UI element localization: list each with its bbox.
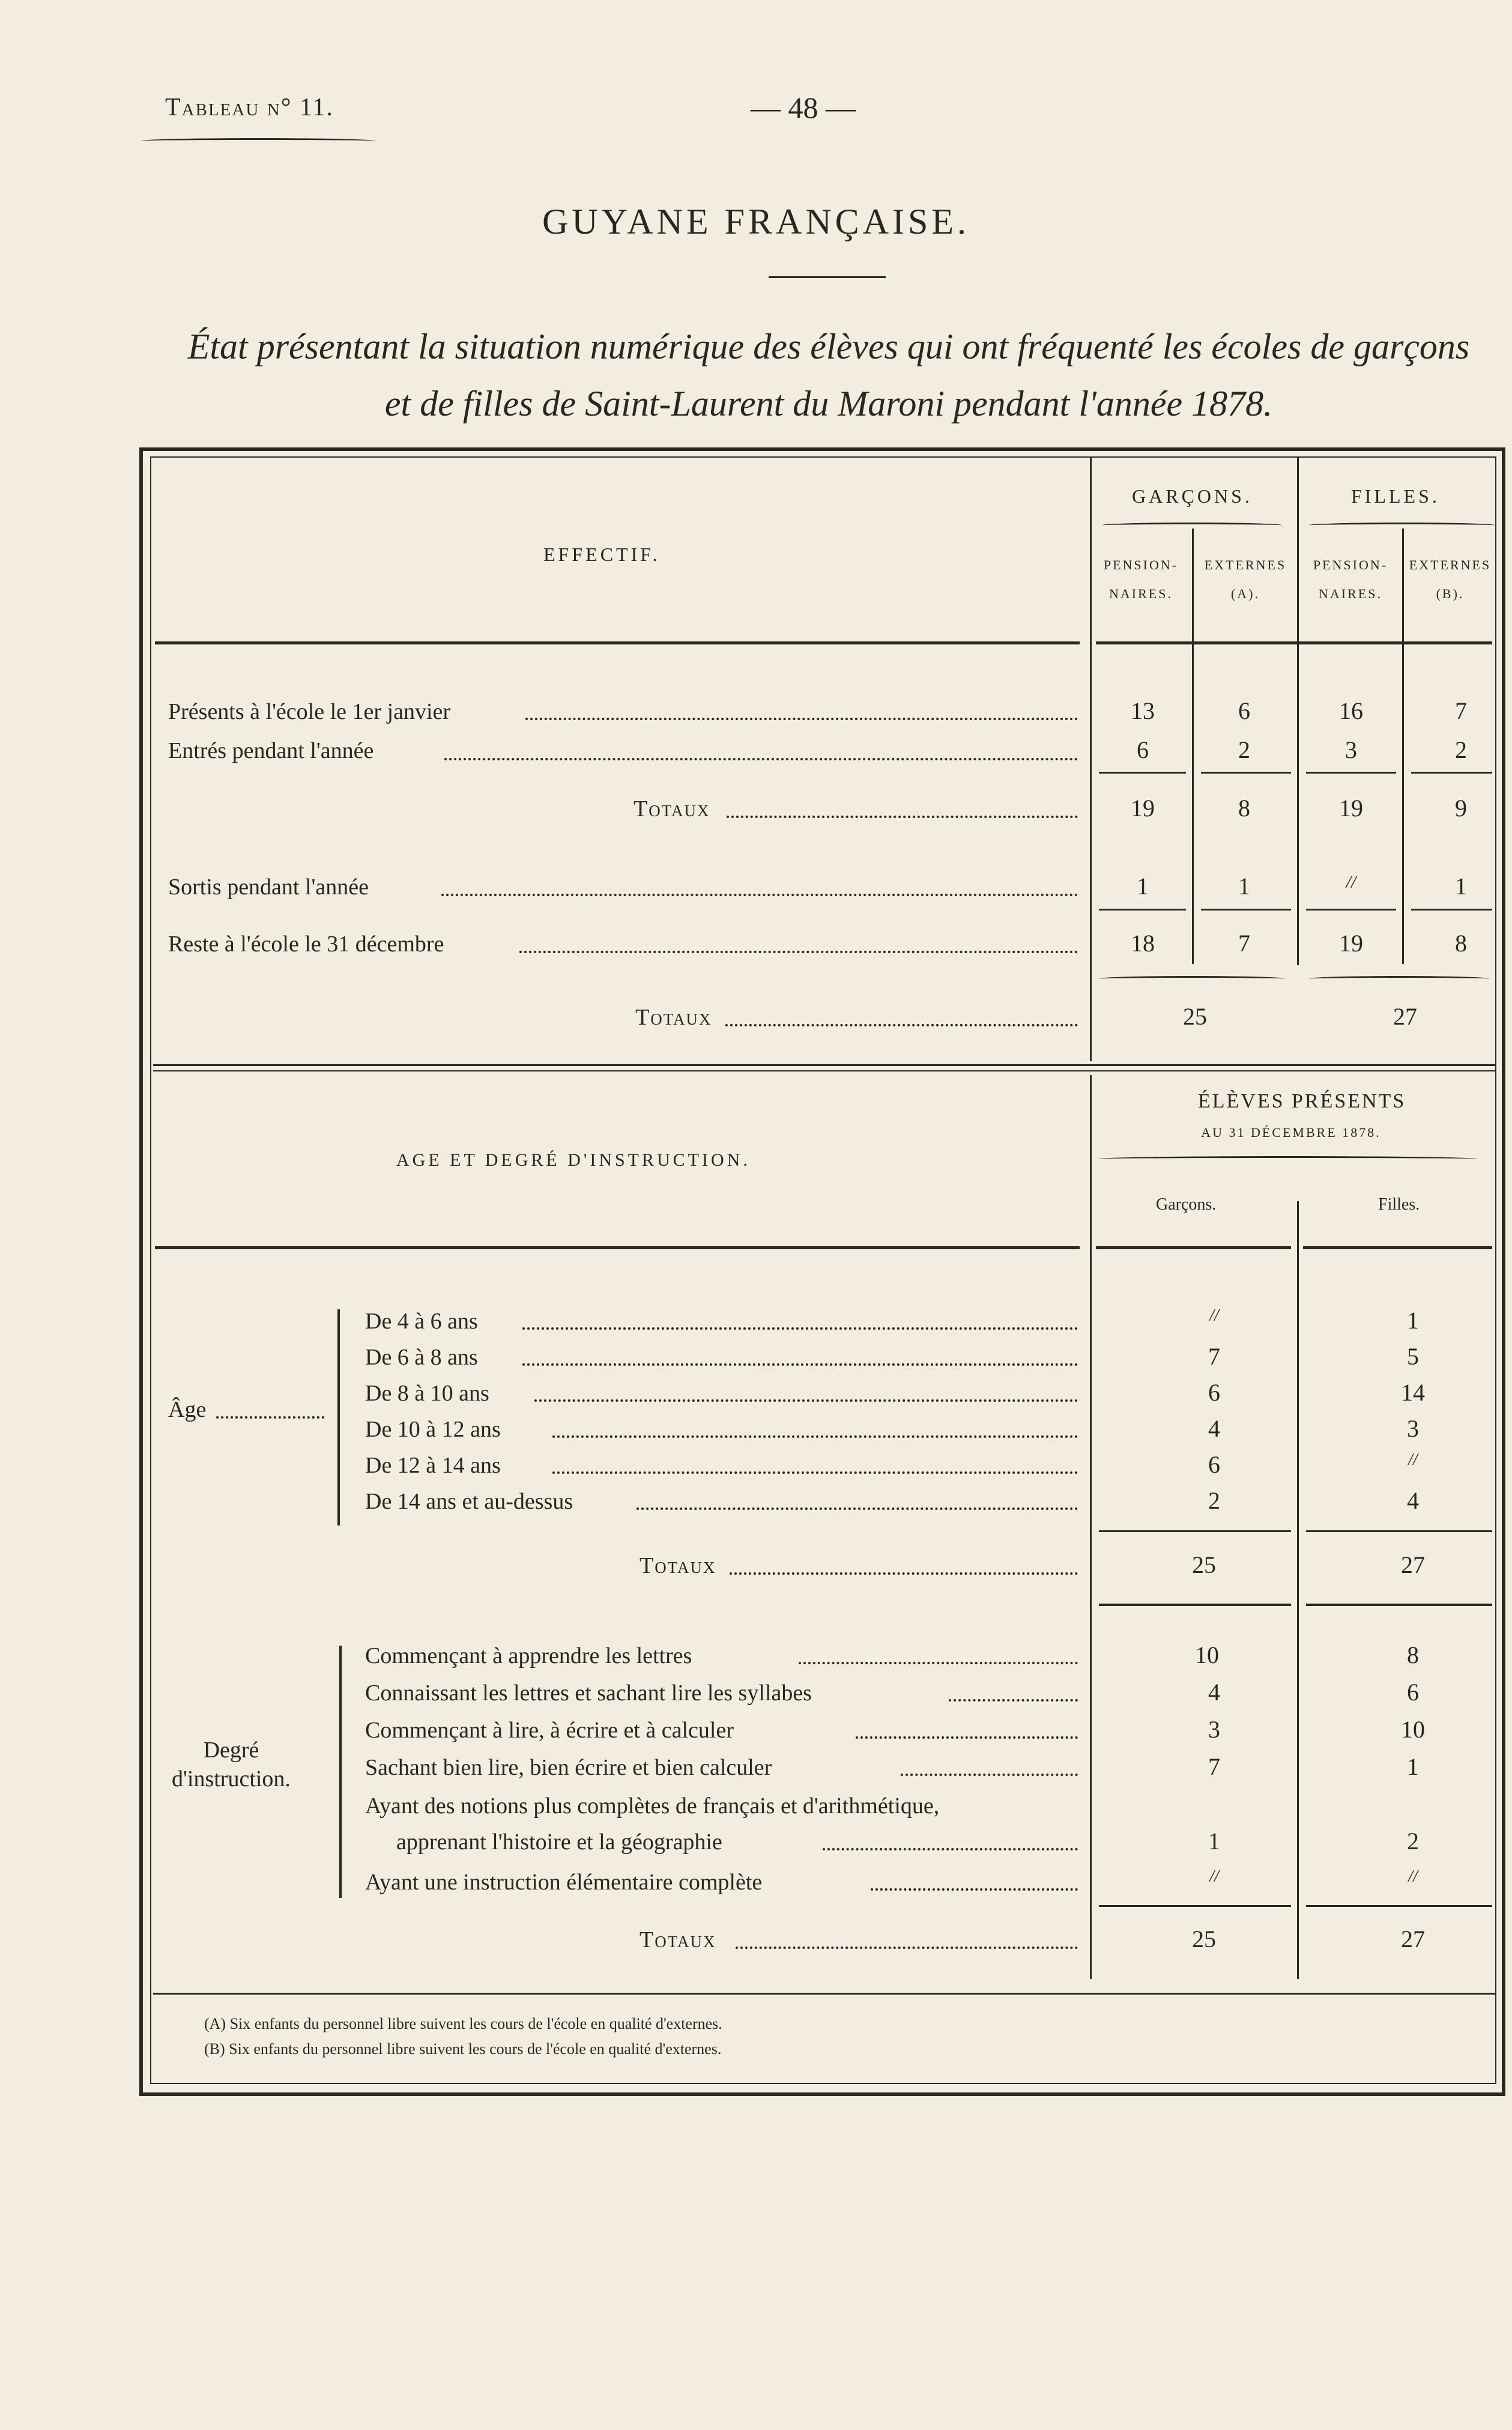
age-section-rule: [1306, 1604, 1492, 1606]
subtotal-rule: [1411, 909, 1492, 910]
eleves-presents-date: AU 31 DÉCEMBRE 1878.: [1201, 1125, 1381, 1140]
age-cell-filles: 5: [1407, 1343, 1419, 1370]
row-label-presents: Présents à l'école le 1er janvier: [168, 699, 451, 724]
age-col-rule-1: [1090, 1075, 1092, 1979]
section-divider: [153, 1070, 1496, 1071]
age-total-garcons: 25: [1192, 1551, 1216, 1578]
col-rule-2: [1192, 529, 1194, 964]
degre-row-label: Ayant des notions plus complètes de français et d'arithmétique,: [365, 1793, 940, 1819]
dot-leader: [216, 1416, 324, 1419]
age-cell-garcons: 7: [1208, 1343, 1220, 1370]
garcons-ornament: [1102, 523, 1282, 528]
garcons-total-brace: [1099, 976, 1285, 981]
age-header-rule-values: [1303, 1246, 1492, 1249]
degre-row-label: Commençant à lire, à écrire et à calculer: [365, 1718, 734, 1743]
col-externes-b-line2: (B).: [1436, 586, 1465, 601]
dot-leader: [637, 1507, 1078, 1510]
degre-cell-filles: 6: [1407, 1679, 1419, 1706]
age-group-label: Âge: [168, 1397, 207, 1422]
subtotal-rule: [1201, 772, 1291, 774]
col-externes-b-line1: EXTERNES: [1409, 557, 1492, 572]
degre-cell-garcons: 1: [1208, 1828, 1220, 1855]
degre-cell-filles: 2: [1407, 1828, 1419, 1855]
footnote-divider: [153, 1993, 1496, 1995]
tableau-label: Tableau n° 11.: [165, 94, 334, 121]
cell-sortis-ext-b: 1: [1455, 873, 1467, 900]
row-label-totaux-final: Totaux: [635, 1005, 712, 1030]
col-rule-3: [1297, 458, 1299, 965]
col-rule-4: [1402, 529, 1404, 964]
age-cell-filles: 3: [1407, 1415, 1419, 1442]
degre-cell-filles: 10: [1401, 1716, 1425, 1743]
cell-totaux-final-filles: 27: [1393, 1003, 1417, 1030]
degre-cell-filles: //: [1408, 1867, 1418, 1886]
degre-brace: [339, 1646, 342, 1898]
dot-leader: [552, 1435, 1078, 1438]
degre-group-label-line2: d'instruction.: [172, 1766, 291, 1792]
dot-leader: [730, 1572, 1078, 1575]
degre-total-filles: 27: [1401, 1926, 1425, 1953]
degre-cell-garcons: 4: [1208, 1679, 1220, 1706]
cell-sortis-ext-a: 1: [1238, 873, 1250, 900]
age-cell-garcons: 6: [1208, 1379, 1220, 1406]
age-header-rule-values: [1096, 1246, 1291, 1249]
degre-total-garcons: 25: [1192, 1926, 1216, 1953]
age-subtotal-rule: [1099, 1530, 1291, 1532]
subtotal-rule: [1306, 772, 1396, 774]
cell-totaux-ext-a: 8: [1238, 795, 1250, 822]
caption-line-1: État présentant la situation numérique des élèves qui ont fréquenté les écoles de garçons: [187, 327, 1470, 366]
dot-leader: [534, 1399, 1078, 1402]
cell-sortis-pens-f: //: [1346, 872, 1356, 892]
age-brace: [337, 1309, 340, 1526]
cell-presents-ext-a: 6: [1238, 697, 1250, 724]
dot-leader: [871, 1888, 1078, 1891]
degre-row-label: Ayant une instruction élémentaire complète: [365, 1870, 763, 1895]
cell-presents-pens-f: 16: [1339, 697, 1363, 724]
age-cell-garcons: 2: [1208, 1487, 1220, 1514]
age-cell-garcons: //: [1209, 1306, 1219, 1325]
col-pensionnaires-filles-line2: NAIRES.: [1319, 586, 1382, 601]
col-externes-b: [1405, 557, 1495, 602]
age-row-label: De 10 à 12 ans: [365, 1417, 501, 1442]
age-header-rule: [155, 1246, 1080, 1249]
age-totaux-label: Totaux: [640, 1553, 716, 1578]
cell-totaux-pens-f: 19: [1339, 795, 1363, 822]
dot-leader: [522, 1327, 1078, 1330]
cell-entres-ext-b: 2: [1455, 736, 1467, 763]
cell-totaux-pens-g: 19: [1131, 795, 1155, 822]
col-pensionnaires-garcons-line1: PENSION-: [1103, 557, 1179, 572]
age-row-label: De 8 à 10 ans: [365, 1381, 489, 1406]
degre-row-label: Sachant bien lire, bien écrire et bien calculer: [365, 1755, 772, 1780]
degre-row-label-continued: apprenant l'histoire et la géographie: [396, 1829, 722, 1855]
subtotal-rule: [1411, 772, 1492, 774]
age-row-label: De 6 à 8 ans: [365, 1345, 478, 1370]
cell-reste-ext-a: 7: [1238, 930, 1250, 957]
page-number: — 48 —: [751, 91, 856, 124]
footnote-b: (B) Six enfants du personnel libre suivent les cours de l'école en qualité d'externes.: [204, 2040, 722, 2058]
eleves-presents-ornament: [1099, 1156, 1477, 1162]
cell-reste-pens-f: 19: [1339, 930, 1363, 957]
age-cell-filles: 1: [1407, 1307, 1419, 1334]
age-subtotal-rule: [1306, 1530, 1492, 1532]
effectif-header-rule: [155, 641, 1080, 644]
degre-cell-garcons: 3: [1208, 1716, 1220, 1743]
section-divider: [153, 1064, 1496, 1066]
degre-subtotal-rule: [1099, 1905, 1291, 1907]
dot-leader: [949, 1699, 1078, 1701]
dot-leader: [901, 1774, 1078, 1776]
dot-leader: [799, 1662, 1078, 1664]
dot-leader: [727, 816, 1078, 818]
age-row-label: De 14 ans et au-dessus: [365, 1489, 573, 1514]
footnote-a: (A) Six enfants du personnel libre suivent les cours de l'école en qualité d'externes.: [204, 2015, 722, 2032]
page-title: GUYANE FRANÇAISE.: [542, 202, 970, 241]
dot-leader: [725, 1024, 1078, 1026]
cell-entres-pens-f: 3: [1345, 736, 1357, 763]
caption-line-2: et de filles de Saint-Laurent du Maroni pendant l'année 1878.: [384, 384, 1273, 423]
cell-totaux-final-garcons: 25: [1183, 1003, 1207, 1030]
dot-leader: [823, 1848, 1078, 1850]
row-label-entres: Entrés pendant l'année: [168, 738, 374, 763]
subtotal-rule: [1099, 909, 1186, 910]
degre-totaux-label: Totaux: [640, 1927, 716, 1953]
degre-cell-garcons: //: [1209, 1867, 1219, 1886]
degre-subtotal-rule: [1306, 1905, 1492, 1907]
dot-leader: [525, 718, 1078, 720]
age-section-rule: [1099, 1604, 1291, 1606]
eleves-presents-header: ÉLÈVES PRÉSENTS: [1198, 1090, 1406, 1112]
row-label-totaux: Totaux: [634, 796, 710, 822]
header-ornament: [141, 138, 375, 144]
cell-entres-pens-g: 6: [1137, 736, 1149, 763]
row-label-sortis: Sortis pendant l'année: [168, 874, 369, 900]
dot-leader: [856, 1736, 1078, 1739]
subtotal-rule: [1201, 909, 1291, 910]
col-pensionnaires-filles: [1300, 557, 1401, 602]
dot-leader: [522, 1363, 1078, 1366]
cell-sortis-pens-g: 1: [1137, 873, 1149, 900]
cell-reste-ext-b: 8: [1455, 930, 1467, 957]
age-total-filles: 27: [1401, 1551, 1425, 1578]
col-filles: Filles.: [1378, 1195, 1420, 1214]
dot-leader: [444, 758, 1078, 760]
col-pensionnaires-filles-line1: PENSION-: [1313, 557, 1388, 572]
age-cell-garcons: 4: [1208, 1415, 1220, 1442]
subtotal-rule: [1306, 909, 1396, 910]
age-cell-filles: 14: [1401, 1379, 1425, 1406]
age-row-label: De 12 à 14 ans: [365, 1453, 501, 1478]
table-caption: [138, 318, 1512, 432]
age-col-rule-2: [1297, 1201, 1299, 1979]
age-row-label: De 4 à 6 ans: [365, 1309, 478, 1334]
age-cell-filles: //: [1408, 1450, 1418, 1469]
degre-cell-garcons: 7: [1208, 1753, 1220, 1780]
group-garcons: GARÇONS.: [1132, 485, 1253, 507]
col-externes-a-line2: (A).: [1230, 586, 1260, 601]
degre-cell-filles: 1: [1407, 1753, 1419, 1780]
effectif-header-rule-values: [1096, 641, 1492, 644]
degre-group-label: [171, 1736, 291, 1793]
degre-cell-filles: 8: [1407, 1641, 1419, 1668]
cell-presents-pens-g: 13: [1131, 697, 1155, 724]
filles-total-brace: [1309, 976, 1489, 981]
col-externes-a-line1: EXTERNES: [1204, 557, 1287, 572]
filles-ornament: [1309, 523, 1495, 528]
degre-cell-garcons: 10: [1195, 1641, 1219, 1668]
age-cell-garcons: 6: [1208, 1451, 1220, 1478]
group-filles: FILLES.: [1351, 485, 1440, 507]
col-pensionnaires-garcons-line2: NAIRES.: [1109, 586, 1173, 601]
title-underline: [769, 276, 886, 278]
age-cell-filles: 4: [1407, 1487, 1419, 1514]
dot-leader: [552, 1471, 1078, 1474]
effectif-header: EFFECTIF.: [543, 544, 661, 565]
degre-row-label: Connaissant les lettres et sachant lire les syllabes: [365, 1680, 812, 1706]
dot-leader: [519, 951, 1078, 953]
degre-group-label-line1: Degré: [203, 1738, 259, 1763]
col-pensionnaires-garcons: [1093, 557, 1189, 602]
col-rule-1: [1090, 458, 1092, 1061]
col-externes-a: [1195, 557, 1296, 602]
col-garcons: Garçons.: [1156, 1195, 1217, 1214]
dot-leader: [736, 1947, 1078, 1949]
cell-totaux-ext-b: 9: [1455, 795, 1467, 822]
subtotal-rule: [1099, 772, 1186, 774]
row-label-reste: Reste à l'école le 31 décembre: [168, 932, 444, 957]
cell-reste-pens-g: 18: [1131, 930, 1155, 957]
age-section-header: AGE ET DEGRÉ D'INSTRUCTION.: [396, 1150, 751, 1170]
cell-entres-ext-a: 2: [1238, 736, 1250, 763]
degre-row-label: Commençant à apprendre les lettres: [365, 1643, 692, 1668]
cell-presents-ext-b: 7: [1455, 697, 1467, 724]
dot-leader: [441, 894, 1078, 896]
